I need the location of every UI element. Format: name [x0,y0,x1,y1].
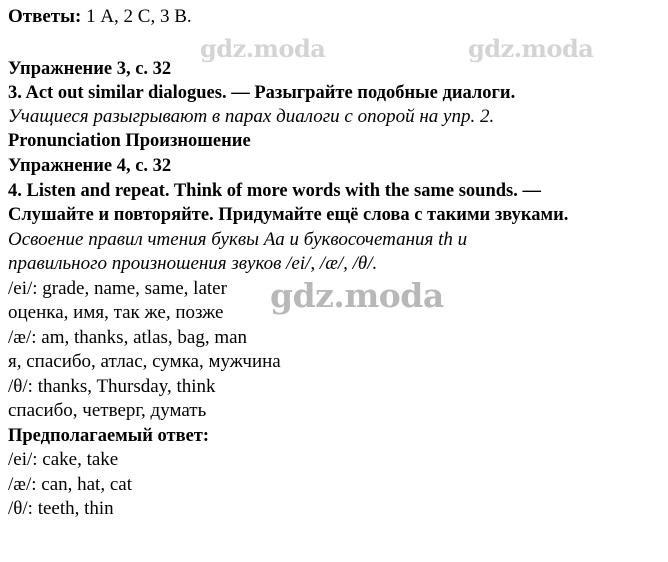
answers-label: Ответы: [8,6,82,27]
watermark: gdz.moda [200,34,326,63]
exercise-3-title: Упражнение 3, с. 32 [8,59,172,79]
translation-line: я, спасибо, атлас, сумка, мужчина [8,351,281,372]
sound-line: /θ/: thanks, Thursday, think [8,376,216,397]
exercise-4-note-line-2: правильного произношения звуков /ei/, /æ/, /θ/. [8,253,378,274]
translation-line: оценка, имя, так же, позже [8,302,224,323]
exercise-4-task-line-2: Слушайте и повторяйте. Придумайте ещё слова с такими звуками. [8,205,569,225]
exercise-4-title: Упражнение 4, с. 32 [8,156,172,176]
exercise-4-task-line-1: 4. Listen and repeat. Think of more words with the same sounds. — [8,181,541,201]
suggested-answer-line: /ei/: cake, take [8,449,119,470]
answers-text: 1 A, 2 C, 3 B. [81,6,192,27]
suggested-answer-line: /θ/: teeth, thin [8,498,114,519]
watermark: gdz.moda [468,34,594,63]
answers-line [8,6,192,28]
suggested-answer-title: Предполагаемый ответ: [8,426,210,446]
sound-line: /ei/: grade, name, same, later [8,278,227,299]
exercise-3-task: 3. Act out similar dialogues. — Разыграйте подобные диалоги. [8,83,516,103]
watermark: gdz.moda [270,276,444,315]
exercise-3-note: Учащиеся разыгрывают в парах диалоги с опорой на упр. 2. [8,106,495,127]
exercise-4-note-line-1: Освоение правил чтения буквы Aa и буквосочетания th и [8,229,468,250]
sound-line: /æ/: am, thanks, atlas, bag, man [8,327,248,348]
translation-line: спасибо, четверг, думать [8,400,207,421]
pronunciation-title: Pronunciation Произношение [8,131,251,151]
suggested-answer-line: /æ/: can, hat, cat [8,474,132,495]
